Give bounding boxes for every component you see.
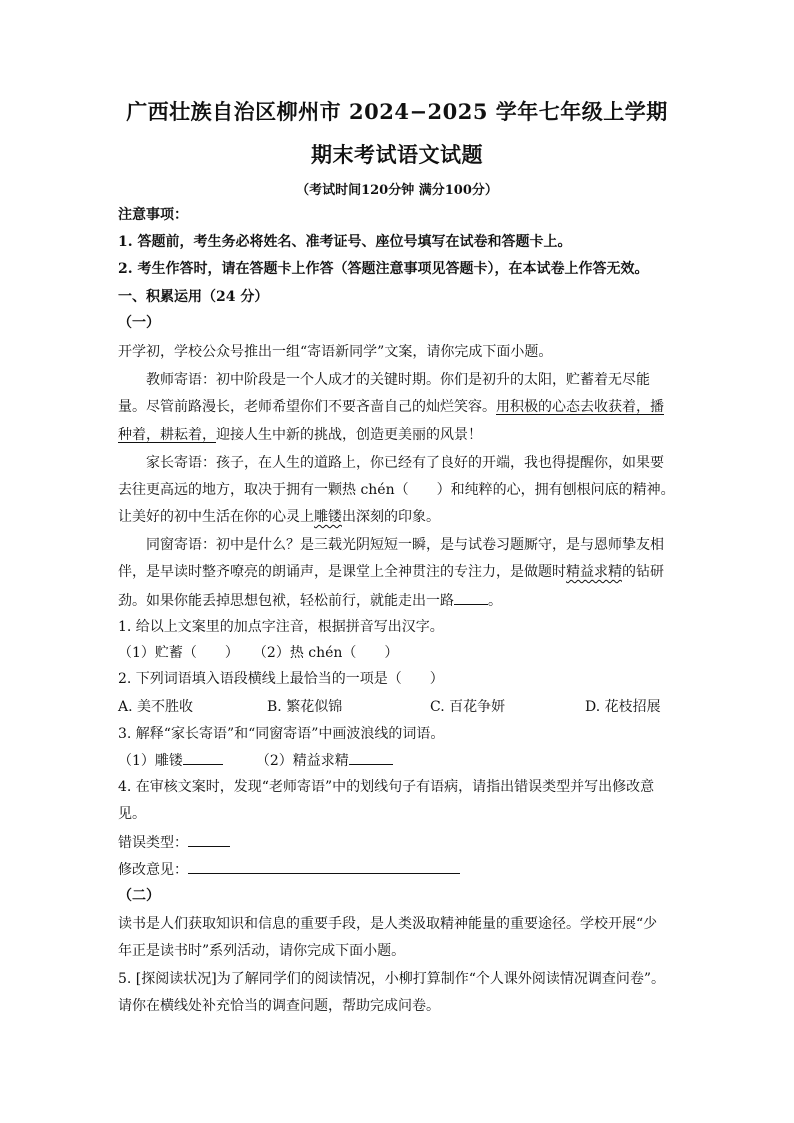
- answer-blank[interactable]: [188, 832, 230, 847]
- parent-message-line2: 去往更高远的地方，取决于拥有一颗热 chén（ ）和纯粹的心，拥有刨根问底的精神。: [118, 482, 675, 498]
- part-label-1: （一）: [118, 315, 160, 331]
- exam-subtitle: （考试时间120分钟 满分100分）: [296, 183, 498, 198]
- question-2: 2. 下列词语填入语段横线上最恰当的一项是（ ）: [118, 671, 444, 687]
- parent-text: 让美好的初中生活在你的心灵上: [118, 509, 314, 525]
- q3-sub2-label: （2）精益求精: [255, 753, 349, 769]
- teacher-message-line2: [118, 397, 664, 417]
- question-5-line2: 请你在横线处补充恰当的调查问题，帮助完成问卷。: [118, 998, 440, 1014]
- question-4-line2: 见。: [118, 806, 146, 822]
- peer-message-line1: 同窗寄语：初中是什么？是三载光阴短短一瞬，是与试卷习题厮守，是与恩师挚友相: [146, 537, 664, 553]
- peer-message-line2: [118, 562, 664, 582]
- wavy-underlined-word: 雕镂: [314, 509, 342, 525]
- teacher-text: 迎接人生中新的挑战，创造更美丽的风景！: [216, 427, 482, 443]
- part2-intro-line2: 年正是读书时”系列活动，请你完成下面小题。: [118, 943, 406, 959]
- answer-blank[interactable]: [349, 750, 393, 765]
- exam-title-line1: 广西壮族自治区柳州市 2024−2025 学年七年级上学期: [126, 99, 668, 124]
- part1-intro: 开学初，学校公众号推出一组“寄语新同学”文案，请你完成下面小题。: [118, 344, 553, 360]
- parent-message-line3: [118, 507, 440, 527]
- question-5-line1: 5. [探阅读状况]为了解同学们的阅读情况，小柳打算制作“个人课外阅读情况调查问卷”。: [118, 971, 666, 987]
- option-a[interactable]: A. 美不胜收: [118, 699, 194, 715]
- wavy-underlined-word: 精益求精: [566, 564, 622, 580]
- revision-label: 修改意见：: [118, 862, 188, 878]
- teacher-text: 量。尽管前路漫长，老师希望你们不要吝啬自己的灿烂笑容。: [118, 399, 496, 415]
- q3-sub1-label: （1）雕镂: [118, 753, 183, 769]
- error-type-row: [118, 832, 230, 853]
- teacher-message-line3: [118, 425, 482, 445]
- part2-intro-line1: 读书是人们获取知识和信息的重要手段，是人类汲取精神能量的重要途径。学校开展“少: [118, 916, 658, 932]
- exam-title-line2: 期末考试语文试题: [311, 142, 483, 167]
- answer-blank[interactable]: [183, 750, 223, 765]
- peer-text: 伴，是早读时整齐嘹亮的朗诵声，是课堂上全神贯注的专注力，是做题时: [118, 564, 566, 580]
- part-label-2: （二）: [118, 888, 160, 904]
- option-b[interactable]: B. 繁花似锦: [267, 699, 343, 715]
- option-c[interactable]: C. 百花争妍: [430, 699, 506, 715]
- question-1-subitems: （1）贮蓄（ ） （2）热 chén（ ）: [118, 645, 399, 661]
- question-1: 1. 给以上文案里的加点字注音，根据拼音写出汉字。: [118, 619, 444, 635]
- peer-message-line3: 劲。如果你能丢掉思想包袱，轻松前行，就能走出一路 。: [118, 590, 502, 611]
- answer-blank[interactable]: [188, 859, 460, 874]
- underlined-sentence: 用积极的心态去收获着，播: [496, 399, 664, 415]
- question-3-subitems: [118, 750, 393, 771]
- revision-row: [118, 859, 460, 880]
- notes-heading: 注意事项：: [118, 207, 188, 223]
- error-type-label: 错误类型：: [118, 835, 188, 851]
- option-d[interactable]: D. 花枝招展: [585, 699, 661, 715]
- question-3: 3. 解释“家长寄语”和“同窗寄语”中画波浪线的词语。: [118, 726, 445, 742]
- underlined-sentence: 种着，耕耘着，: [118, 427, 216, 443]
- teacher-message-line1: 教师寄语：初中阶段是一个人成才的关键时期。你们是初升的太阳，贮蓄着无尽能: [146, 372, 650, 388]
- notes-item-1: 1. 答题前，考生务必将姓名、准考证号、座位号填写在试卷和答题卡上。: [118, 234, 572, 250]
- parent-message-line1: 家长寄语：孩子，在人生的道路上，你已经有了良好的开端，我也得提醒你，如果要: [146, 455, 664, 471]
- peer-text: 的钻研: [622, 564, 664, 580]
- peer-text: 劲。如果你能丢掉思想包袱，轻松前行，就能走出一路: [118, 593, 454, 609]
- fill-blank[interactable]: [454, 590, 488, 605]
- question-4-line1: 4. 在审核文案时，发现“老师寄语”中的划线句子有语病，请指出错误类型并写出修改意: [118, 779, 655, 795]
- notes-item-2: 2. 考生作答时，请在答题卡上作答（答题注意事项见答题卡），在本试卷上作答无效。: [118, 261, 649, 277]
- section-heading: 一、积累运用（24 分）: [118, 289, 269, 305]
- parent-text: 出深刻的印象。: [342, 509, 440, 525]
